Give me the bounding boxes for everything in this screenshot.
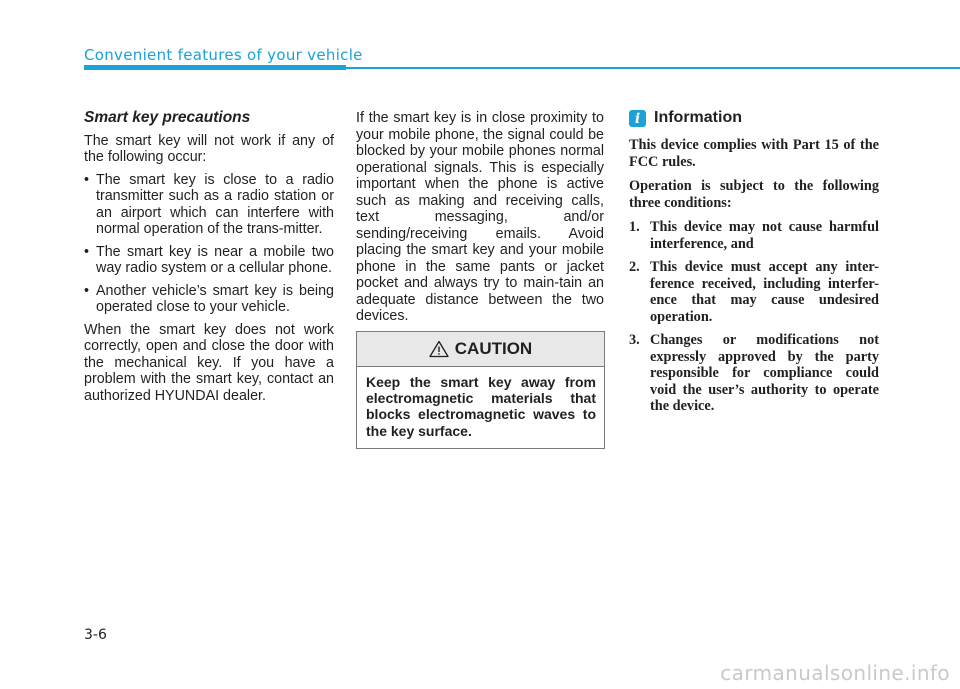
info-i-icon: i xyxy=(629,110,646,127)
caution-text: Keep the smart key away from electromagnetic materials that blocks electromagnetic waves to the key surface. xyxy=(366,374,596,439)
list-item xyxy=(629,219,879,252)
page-number: 3-6 xyxy=(84,627,107,643)
list-item xyxy=(629,259,879,325)
closing-paragraph: When the smart key does not work correctly, open and close the door with the mechanical key. If you have a problem with the smart key, contact an authorized HYUNDAI dealer. xyxy=(84,321,334,404)
intro-paragraph: The smart key will not work if any of the following occur: xyxy=(84,132,334,165)
watermark: carmanualsonline.info xyxy=(720,661,950,685)
caution-label: CAUTION xyxy=(454,339,533,358)
conditions-paragraph: Operation is subject to the following three conditions: xyxy=(629,178,879,211)
right-column xyxy=(629,110,879,422)
list-item: • The smart key is near a mobile two way radio system or a cellular phone. xyxy=(84,244,334,277)
page-header xyxy=(84,46,960,70)
precaution-list xyxy=(84,172,334,316)
item-text: This device must accept any inter-ference received, including interfer-ence that may cause undesired operation. xyxy=(650,259,879,325)
information-title: Information xyxy=(654,109,742,127)
proximity-paragraph: If the smart key is in close proximity to your mobile phone, the signal could be blocked by your mobile phones normal operational signals. This is especially important when the phone is active such as making and receiving calls, text messaging, and/or sending/receiving emails. Avoid placing the smart key and your mobile phone in the same pants or jacket pocket and always try to main-tain an adequate distance between the two devices. xyxy=(356,110,604,324)
item-text: Changes or modifications not expressly approved by the party responsible for compliance could void the user’s authority to operate the device. xyxy=(650,332,879,414)
section-title: Convenient features of your vehicle xyxy=(84,46,363,64)
caution-header xyxy=(357,332,604,367)
smart-key-precautions-heading: Smart key precautions xyxy=(84,109,251,126)
item-number: 1. xyxy=(629,219,640,235)
middle-column xyxy=(356,110,604,325)
list-item xyxy=(629,332,879,415)
item-number: 2. xyxy=(629,259,640,275)
caution-box xyxy=(356,331,605,449)
left-column xyxy=(84,110,334,410)
list-item: • Another vehicle’s smart key is being operated close to your vehicle. xyxy=(84,283,334,316)
header-rule-thin xyxy=(346,67,960,69)
conditions-list xyxy=(629,219,879,415)
list-item: • The smart key is close to a radio transmitter such as a radio station or an airport which can interfere with normal operation of the trans-mitter. xyxy=(84,172,334,238)
information-heading xyxy=(629,110,879,127)
item-text: This device may not cause harmful interference, and xyxy=(650,219,879,252)
fcc-compliance-paragraph: This device complies with Part 15 of the FCC rules. xyxy=(629,137,879,170)
warning-triangle-icon xyxy=(429,340,449,358)
header-rule-thick xyxy=(84,65,346,70)
item-number: 3. xyxy=(629,332,640,348)
